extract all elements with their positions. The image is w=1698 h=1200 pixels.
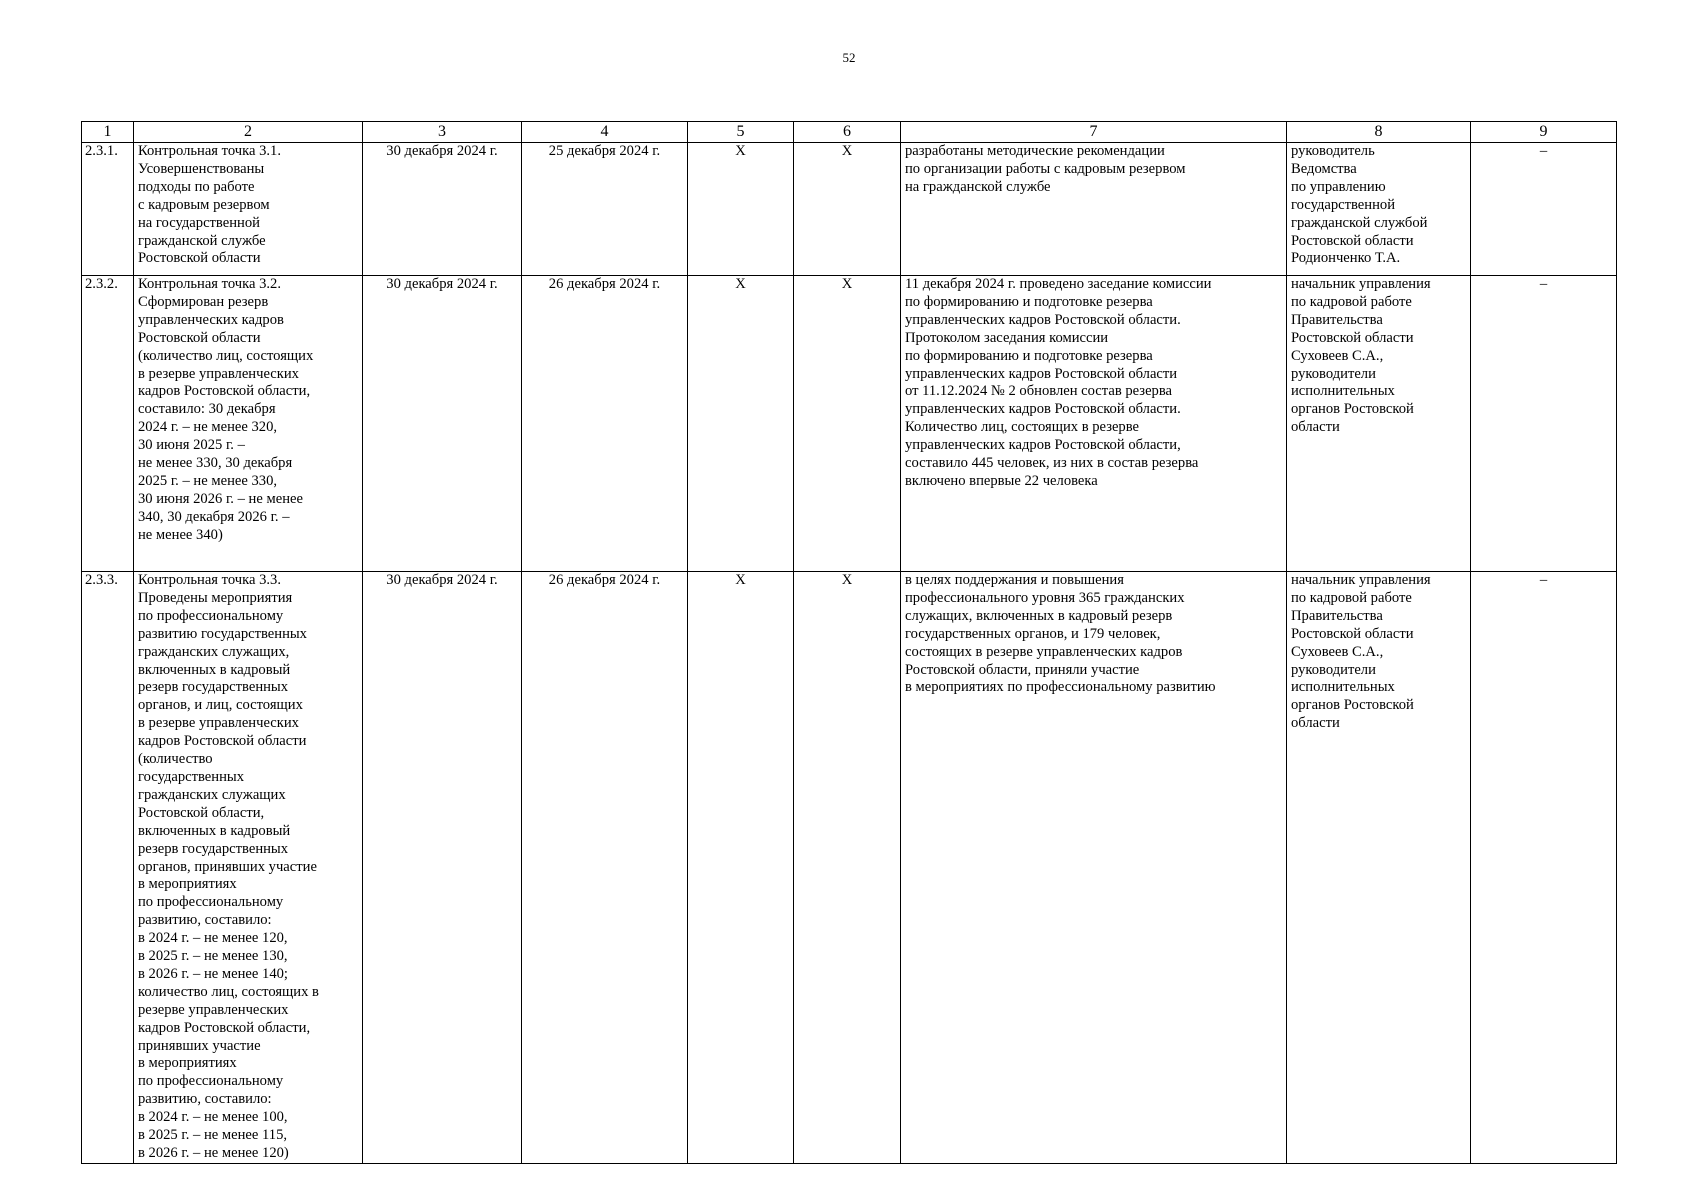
column-6-mark: Х bbox=[794, 572, 901, 1164]
control-point-description-line: развитию, составило: bbox=[138, 912, 272, 929]
control-point-description-line: управленческих кадров bbox=[138, 311, 284, 328]
control-point-description-line: 30 июня 2026 г. – не менее bbox=[138, 490, 303, 507]
responsible-person-line: Суховеев С.А., bbox=[1291, 347, 1384, 364]
control-point-description-line: принявших участие bbox=[138, 1037, 261, 1054]
responsible-person-line: руководители bbox=[1291, 365, 1376, 382]
result-description-line: Количество лиц, состоящих в резерве bbox=[905, 419, 1140, 436]
header-cell-4: 4 bbox=[522, 122, 688, 143]
result-description-line: профессионального уровня 365 гражданских bbox=[905, 589, 1185, 606]
page-number: 52 bbox=[842, 50, 856, 65]
control-point-description-line: органов, принявших участие bbox=[138, 858, 317, 875]
control-point-description-line: 2024 г. – не менее 320, bbox=[138, 419, 278, 436]
header-cell-3: 3 bbox=[363, 122, 522, 143]
column-6-mark: Х bbox=[794, 143, 901, 276]
control-point-description-line: гражданской службе bbox=[138, 232, 266, 249]
responsible-person-line: по управлению bbox=[1291, 178, 1386, 195]
control-point-description-line: в 2025 г. – не менее 130, bbox=[138, 948, 288, 965]
control-point-description-line: в 2025 г. – не менее 115, bbox=[138, 1127, 288, 1144]
table-row bbox=[82, 572, 1617, 1164]
responsible-person-line: руководитель bbox=[1291, 143, 1375, 159]
control-point-description-line: в 2024 г. – не менее 120, bbox=[138, 930, 288, 947]
result-description-line: служащих, включенных в кадровый резерв bbox=[905, 607, 1173, 624]
control-point-description-line: на государственной bbox=[138, 214, 260, 231]
result-description-line: составило 445 человек, из них в состав резерва bbox=[905, 455, 1199, 472]
result-description-line: Протоколом заседания комиссии bbox=[905, 329, 1109, 346]
control-point-description-line: в резерве управленческих bbox=[138, 365, 299, 382]
control-point-description-line: Проведены мероприятия bbox=[138, 589, 293, 606]
responsible-person-line: Ведомства bbox=[1291, 160, 1357, 177]
column-9-mark: – bbox=[1471, 276, 1617, 572]
header-cell-9: 9 bbox=[1471, 122, 1617, 143]
responsible-person-line: области bbox=[1291, 419, 1340, 436]
responsible-person-line: начальник управления bbox=[1291, 276, 1431, 292]
result-description bbox=[901, 572, 1287, 1164]
control-point-description bbox=[134, 143, 363, 276]
result-description bbox=[901, 276, 1287, 572]
control-point-description-line: включенных в кадровый bbox=[138, 661, 291, 678]
result-description-line: в целях поддержания и повышения bbox=[905, 572, 1124, 588]
responsible-person bbox=[1287, 572, 1471, 1164]
result-description-line: состоящих в резерве управленческих кадров bbox=[905, 643, 1183, 660]
responsible-person-line: органов Ростовской bbox=[1291, 697, 1414, 714]
table-row bbox=[82, 276, 1617, 572]
column-5-mark: Х bbox=[688, 276, 794, 572]
row-number: 2.3.1. bbox=[82, 143, 134, 276]
report-table bbox=[81, 121, 1617, 1164]
control-point-description-line: государственных bbox=[138, 768, 245, 785]
column-9-mark: – bbox=[1471, 572, 1617, 1164]
responsible-person bbox=[1287, 276, 1471, 572]
control-point-description-line: составило: 30 декабря bbox=[138, 401, 276, 418]
control-point-description-line: (количество bbox=[138, 751, 213, 768]
result-description-line: разработаны методические рекомендации bbox=[905, 143, 1165, 159]
control-point-description-line: кадров Ростовской области bbox=[138, 733, 307, 750]
result-description-line: управленческих кадров Ростовской области, bbox=[905, 437, 1181, 454]
result-description-line: по формированию и подготовке резерва bbox=[905, 293, 1153, 310]
control-point-description-line: по профессиональному bbox=[138, 894, 284, 911]
table-body bbox=[82, 143, 1617, 1164]
control-point-description-line: подходы по работе bbox=[138, 178, 255, 195]
control-point-description-line: не менее 330, 30 декабря bbox=[138, 455, 293, 472]
header-cell-7: 7 bbox=[901, 122, 1287, 143]
responsible-person-line: исполнительных bbox=[1291, 383, 1395, 400]
row-number: 2.3.2. bbox=[82, 276, 134, 572]
control-point-description-line: в мероприятиях bbox=[138, 876, 237, 893]
control-point-description-line: кадров Ростовской области, bbox=[138, 383, 311, 400]
responsible-person-line: Родионченко Т.А. bbox=[1291, 250, 1401, 267]
header-cell-8: 8 bbox=[1287, 122, 1471, 143]
responsible-person-line: Суховеев С.А., bbox=[1291, 643, 1384, 660]
column-5-mark: Х bbox=[688, 143, 794, 276]
actual-date: 25 декабря 2024 г. bbox=[522, 143, 688, 276]
header-row bbox=[82, 122, 1617, 143]
result-description-line: на гражданской службе bbox=[905, 178, 1051, 195]
result-description-line: государственных органов, и 179 человек, bbox=[905, 625, 1161, 642]
control-point-description-line: развитию, составило: bbox=[138, 1091, 272, 1108]
result-description-line: Ростовской области, приняли участие bbox=[905, 661, 1140, 678]
plan-date: 30 декабря 2024 г. bbox=[363, 143, 522, 276]
header-cell-2: 2 bbox=[134, 122, 363, 143]
control-point-description-line: Сформирован резерв bbox=[138, 293, 269, 310]
responsible-person-line: гражданской службой bbox=[1291, 214, 1428, 231]
control-point-description-line: Усовершенствованы bbox=[138, 160, 265, 177]
control-point-description-line: Контрольная точка 3.3. bbox=[138, 572, 281, 588]
responsible-person-line: органов Ростовской bbox=[1291, 401, 1414, 418]
control-point-description-line: в резерве управленческих bbox=[138, 715, 299, 732]
actual-date: 26 декабря 2024 г. bbox=[522, 276, 688, 572]
responsible-person-line: государственной bbox=[1291, 196, 1396, 213]
control-point-description-line: органов, и лиц, состоящих bbox=[138, 697, 303, 714]
control-point-description-line: 2025 г. – не менее 330, bbox=[138, 472, 278, 489]
control-point-description-line: Контрольная точка 3.1. bbox=[138, 143, 281, 159]
control-point-description-line: Контрольная точка 3.2. bbox=[138, 276, 281, 292]
header-cell-5: 5 bbox=[688, 122, 794, 143]
control-point-description-line: гражданских служащих, bbox=[138, 643, 290, 660]
control-point-description-line: в 2026 г. – не менее 120) bbox=[138, 1145, 289, 1161]
responsible-person-line: Ростовской области bbox=[1291, 329, 1414, 346]
control-point-description-line: Ростовской области bbox=[138, 329, 261, 346]
control-point-description-line: по профессиональному bbox=[138, 607, 284, 624]
plan-date: 30 декабря 2024 г. bbox=[363, 276, 522, 572]
control-point-description-line: Ростовской области, bbox=[138, 804, 265, 821]
column-5-mark: Х bbox=[688, 572, 794, 1164]
actual-date: 26 декабря 2024 г. bbox=[522, 572, 688, 1164]
result-description-line: управленческих кадров Ростовской области. bbox=[905, 311, 1181, 328]
control-point-description-line: гражданских служащих bbox=[138, 786, 286, 803]
header-cell-1: 1 bbox=[82, 122, 134, 143]
control-point-description-line: не менее 340) bbox=[138, 526, 223, 543]
control-point-description-line: Ростовской области bbox=[138, 250, 261, 267]
responsible-person-line: начальник управления bbox=[1291, 572, 1431, 588]
column-9-mark: – bbox=[1471, 143, 1617, 276]
control-point-description-line: количество лиц, состоящих в bbox=[138, 983, 319, 1000]
control-point-description-line: развитию государственных bbox=[138, 625, 307, 642]
responsible-person-line: Ростовской области bbox=[1291, 625, 1414, 642]
result-description-line: от 11.12.2024 № 2 обновлен состав резерва bbox=[905, 383, 1173, 400]
plan-date: 30 декабря 2024 г. bbox=[363, 572, 522, 1164]
control-point-description bbox=[134, 276, 363, 572]
responsible-person-line: Правительства bbox=[1291, 311, 1383, 328]
result-description bbox=[901, 143, 1287, 276]
responsible-person-line: руководители bbox=[1291, 661, 1376, 678]
result-description-line: включено впервые 22 человека bbox=[905, 472, 1098, 489]
control-point-description-line: кадров Ростовской области, bbox=[138, 1019, 311, 1036]
result-description-line: 11 декабря 2024 г. проведено заседание комиссии bbox=[905, 276, 1212, 292]
result-description-line: управленческих кадров Ростовской области bbox=[905, 365, 1178, 382]
row-number: 2.3.3. bbox=[82, 572, 134, 1164]
responsible-person-line: области bbox=[1291, 715, 1340, 732]
table-row bbox=[82, 143, 1617, 276]
result-description-line: управленческих кадров Ростовской области. bbox=[905, 401, 1181, 418]
result-description-line: по формированию и подготовке резерва bbox=[905, 347, 1153, 364]
control-point-description-line: включенных в кадровый bbox=[138, 822, 291, 839]
header-cell-6: 6 bbox=[794, 122, 901, 143]
control-point-description-line: резерв государственных bbox=[138, 840, 289, 857]
control-point-description-line: 30 июня 2025 г. – bbox=[138, 437, 245, 454]
control-point-description-line: в 2024 г. – не менее 100, bbox=[138, 1109, 288, 1126]
result-description-line: в мероприятиях по профессиональному развитию bbox=[905, 679, 1216, 696]
control-point-description-line: резерве управленческих bbox=[138, 1001, 289, 1018]
control-point-description-line: (количество лиц, состоящих bbox=[138, 347, 314, 364]
responsible-person-line: Ростовской области bbox=[1291, 232, 1414, 249]
control-point-description-line: с кадровым резервом bbox=[138, 196, 270, 213]
control-point-description-line: в мероприятиях bbox=[138, 1055, 237, 1072]
responsible-person-line: по кадровой работе bbox=[1291, 589, 1412, 606]
responsible-person bbox=[1287, 143, 1471, 276]
control-point-description-line: в 2026 г. – не менее 140; bbox=[138, 965, 288, 982]
control-point-description-line: 340, 30 декабря 2026 г. – bbox=[138, 508, 290, 525]
responsible-person-line: исполнительных bbox=[1291, 679, 1395, 696]
responsible-person-line: по кадровой работе bbox=[1291, 293, 1412, 310]
control-point-description bbox=[134, 572, 363, 1164]
control-point-description-line: по профессиональному bbox=[138, 1073, 284, 1090]
column-6-mark: Х bbox=[794, 276, 901, 572]
responsible-person-line: Правительства bbox=[1291, 607, 1383, 624]
control-point-description-line: резерв государственных bbox=[138, 679, 289, 696]
result-description-line: по организации работы с кадровым резервом bbox=[905, 160, 1186, 177]
